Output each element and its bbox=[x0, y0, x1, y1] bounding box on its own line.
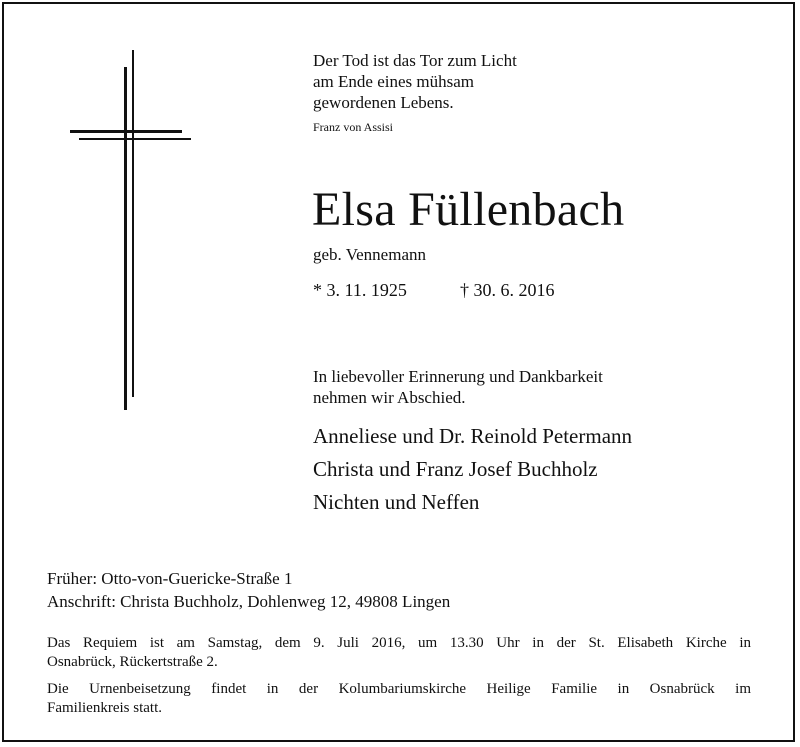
farewell-line: nehmen wir Abschied. bbox=[313, 388, 466, 407]
quote-author: Franz von Assisi bbox=[313, 120, 394, 134]
birth-name: geb. Vennemann bbox=[313, 245, 426, 264]
quote-line: am Ende eines mühsam bbox=[313, 72, 474, 91]
burial-notice bbox=[47, 680, 751, 718]
former-address: Früher: Otto-von-Guericke-Straße 1 bbox=[47, 569, 293, 588]
farewell-text bbox=[313, 366, 603, 408]
requiem-line: Das Requiem ist am Samstag, dem 9. Juli 2016, um 13.30 Uhr in der St. Elisabeth Kirche in bbox=[47, 635, 751, 651]
requiem-line: Osnabrück, Rückertstraße 2. bbox=[47, 654, 218, 670]
birth-date: * 3. 11. 1925 bbox=[313, 280, 407, 300]
burial-line: Die Urnenbeisetzung findet in der Kolumbariumskirche Heilige Familie in Osnabrück im bbox=[47, 681, 751, 697]
current-address: Anschrift: Christa Buchholz, Dohlenweg 12, 49808 Lingen bbox=[47, 592, 451, 611]
mourner-line: Nichten und Neffen bbox=[313, 490, 480, 514]
deceased-name: Elsa Füllenbach bbox=[312, 183, 625, 236]
quote-line: gewordenen Lebens. bbox=[313, 93, 454, 112]
burial-line: Familienkreis statt. bbox=[47, 700, 162, 716]
requiem-notice bbox=[47, 634, 751, 672]
farewell-line: In liebevoller Erinnerung und Dankbarkeit bbox=[313, 367, 603, 386]
death-date: † 30. 6. 2016 bbox=[460, 280, 555, 300]
quote-line: Der Tod ist das Tor zum Licht bbox=[313, 51, 517, 70]
quote bbox=[313, 50, 517, 113]
mourner-line: Anneliese und Dr. Reinold Petermann bbox=[313, 424, 633, 448]
mourner-line: Christa und Franz Josef Buchholz bbox=[313, 457, 598, 481]
